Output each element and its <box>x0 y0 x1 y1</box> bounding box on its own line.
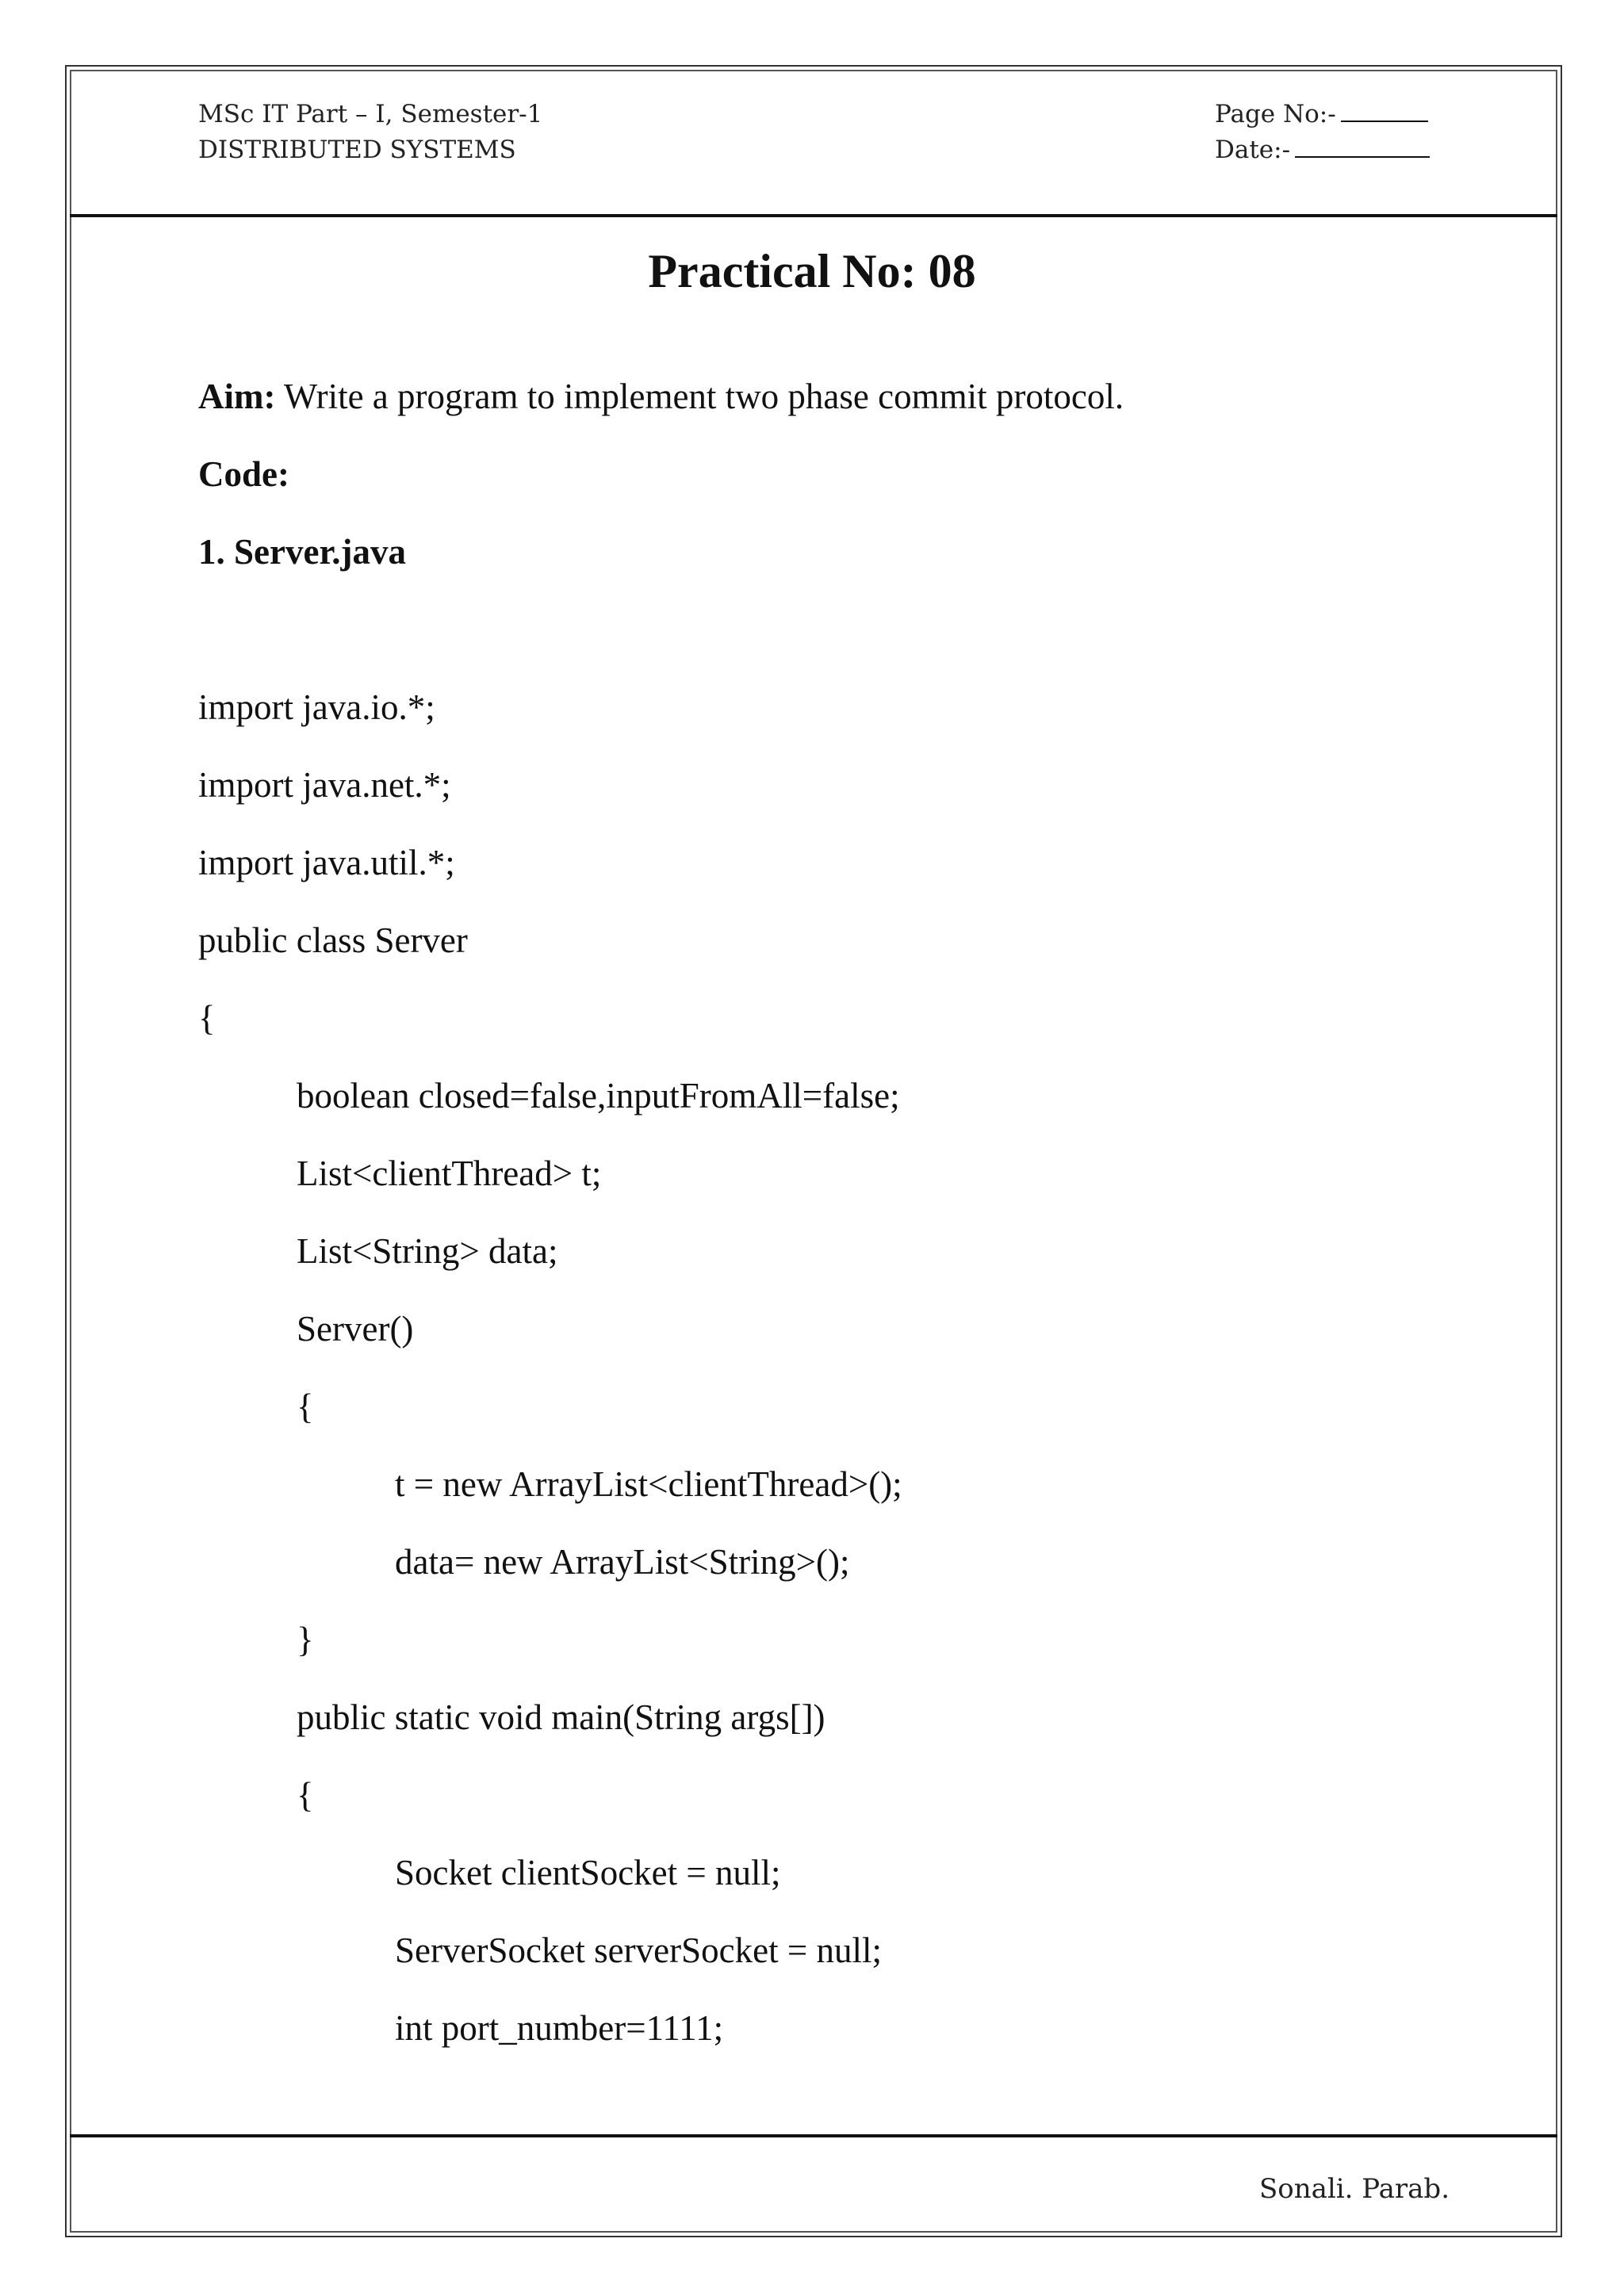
course-label: MSc IT Part – I, Semester-1 <box>198 100 543 128</box>
code-line: t = new ArrayList<clientThread>(); <box>395 1464 902 1504</box>
code-line: { <box>297 1775 314 1815</box>
code-line: List<String> data; <box>297 1231 558 1271</box>
code-line: List<clientThread> t; <box>297 1154 602 1193</box>
aim-label: Aim: <box>198 377 276 416</box>
code-line: ServerSocket serverSocket = null; <box>395 1931 882 1970</box>
header-right <box>1215 97 1430 168</box>
aim-line <box>198 373 1124 420</box>
code-line: boolean closed=false,inputFromAll=false; <box>297 1076 900 1115</box>
code-line: Server() <box>297 1309 414 1349</box>
page-no-field <box>1215 97 1430 132</box>
date-label: Date:- <box>1215 136 1291 164</box>
date-blank <box>1295 132 1430 158</box>
date-field <box>1215 132 1430 168</box>
code-line: Socket clientSocket = null; <box>395 1853 781 1892</box>
code-line: int port_number=1111; <box>395 2008 724 2048</box>
code-line: import java.util.*; <box>198 843 455 882</box>
code-line: { <box>297 1387 314 1426</box>
code-line: import java.net.*; <box>198 765 451 805</box>
code-label: Code: <box>198 454 289 494</box>
code-line: import java.io.*; <box>198 687 435 727</box>
code-line: public static void main(String args[]) <box>297 1697 825 1737</box>
code-line: } <box>297 1620 314 1659</box>
file-heading: 1. Server.java <box>198 532 407 572</box>
page-title: Practical No: 08 <box>648 245 976 297</box>
page-no-label: Page No:- <box>1215 100 1336 128</box>
subject-label: DISTRIBUTED SYSTEMS <box>198 136 516 164</box>
page-no-blank <box>1341 97 1428 122</box>
header-left <box>198 97 542 168</box>
aim-text: Write a program to implement two phase commit protocol. <box>283 377 1124 416</box>
code-line: data= new ArrayList<String>(); <box>395 1542 850 1582</box>
header-divider <box>70 214 1557 217</box>
code-line: { <box>198 998 216 1038</box>
footer-divider <box>70 2134 1557 2137</box>
code-line: public class Server <box>198 920 468 960</box>
footer-author: Sonali. Parab. <box>1259 2173 1450 2205</box>
